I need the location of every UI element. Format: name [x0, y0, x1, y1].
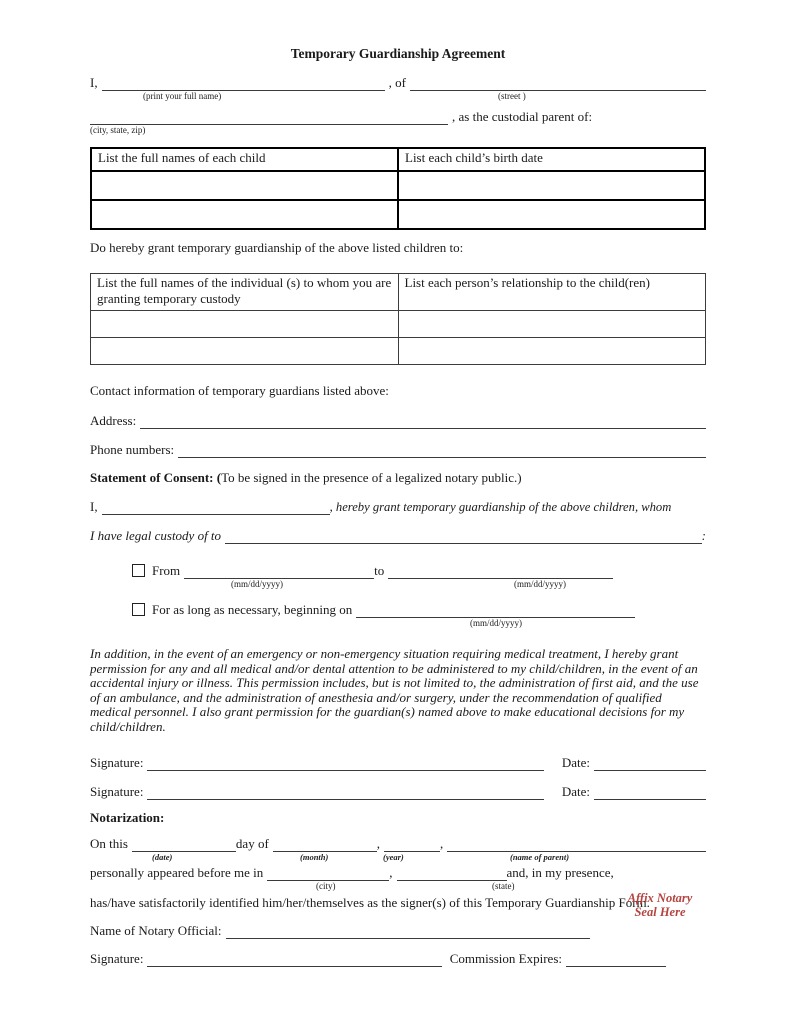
- appeared-hints: [90, 881, 706, 892]
- guardian-name-cell[interactable]: [91, 311, 399, 338]
- notarization-heading: Notarization:: [90, 809, 165, 825]
- beginning-date-field[interactable]: [356, 602, 635, 618]
- custody-text: I have legal custody of to: [90, 528, 222, 543]
- signature-label: Signature:: [90, 754, 144, 770]
- state-hint: (state): [492, 880, 515, 891]
- phone-label: Phone numbers:: [90, 442, 175, 457]
- consent-heading-bold: Statement of Consent: (: [90, 470, 222, 485]
- consent-heading: [90, 470, 706, 486]
- table-row: [91, 171, 705, 200]
- affix-line2: Seal Here: [634, 905, 686, 919]
- comma: ,: [440, 835, 444, 851]
- notary-name-label: Name of Notary Official:: [90, 922, 222, 938]
- notary-month-field[interactable]: [273, 836, 377, 852]
- guardian-name-cell[interactable]: [91, 338, 399, 365]
- notary-state-field[interactable]: [397, 865, 507, 881]
- child-name-cell[interactable]: [91, 171, 398, 200]
- as-long-as-necessary-checkbox[interactable]: [132, 603, 145, 616]
- from-label: From: [152, 563, 181, 578]
- commission-date-field[interactable]: [566, 951, 666, 967]
- city-state-zip-hint-row: [90, 125, 706, 136]
- notary-signature-field[interactable]: [147, 951, 441, 967]
- parent-name-field[interactable]: [102, 75, 385, 91]
- children-table: [90, 147, 706, 230]
- date-range-hints: [90, 579, 706, 590]
- date-field[interactable]: [594, 755, 706, 771]
- from-date-field[interactable]: [184, 563, 374, 579]
- custody-colon: :: [701, 528, 706, 543]
- children-table-header-row: [91, 148, 705, 171]
- grant-statement: Do hereby grant temporary guardianship of the above listed children to:: [90, 240, 464, 255]
- consent-grant-text: , hereby grant temporary guardianship of the above children, whom: [329, 500, 672, 514]
- signature-row: [90, 755, 706, 771]
- parent-name-street-row: [90, 75, 706, 91]
- notary-date-row: [90, 836, 706, 852]
- date-range-row: [90, 563, 706, 579]
- print-name-hint: (print your full name): [143, 91, 222, 101]
- open-ended-row: [90, 602, 706, 618]
- to-label: to: [374, 563, 385, 578]
- notary-date-hints: [90, 852, 706, 863]
- month-hint: (month): [300, 851, 329, 862]
- city-state-zip-hint: (city, state, zip): [90, 125, 146, 135]
- to-date-field[interactable]: [388, 563, 613, 579]
- city-state-zip-row: [90, 109, 706, 125]
- from-checkbox[interactable]: [132, 564, 145, 577]
- guardian-name-header: List the full names of the individual (s) to whom you are granting temporary custody: [91, 274, 399, 311]
- contact-heading: Contact information of temporary guardians listed above:: [90, 383, 389, 398]
- guardians-table-header-row: [91, 274, 706, 311]
- phone-row: [90, 442, 706, 458]
- guardian-relationship-header: List each person’s relationship to the child(ren): [398, 274, 706, 311]
- children-name-header: List the full names of each child: [91, 148, 398, 171]
- open-ended-hint-row: [90, 618, 706, 629]
- phone-field[interactable]: [178, 442, 706, 458]
- city-hint: (city): [316, 880, 336, 891]
- city-state-zip-field[interactable]: [90, 109, 448, 125]
- consent-heading-rest: To be signed in the presence of a legalized notary public.): [221, 470, 522, 485]
- signature-field[interactable]: [147, 755, 543, 771]
- consent-grantor-row: [90, 499, 706, 515]
- commission-label: Commission Expires:: [449, 950, 562, 966]
- child-birthdate-cell[interactable]: [398, 200, 705, 229]
- signature-row: [90, 784, 706, 800]
- appeared-label: personally appeared before me in: [90, 864, 264, 880]
- year-hint: (year): [383, 851, 404, 862]
- date-hint: (date): [152, 851, 173, 862]
- guardians-table: [90, 273, 706, 365]
- on-this-label: On this: [90, 835, 128, 851]
- comma: ,: [376, 835, 381, 851]
- date-label: Date:: [561, 783, 590, 799]
- street-field[interactable]: [410, 75, 706, 91]
- appeared-row: [90, 865, 706, 881]
- parent-name-hint: (name of parent): [510, 851, 570, 862]
- custodial-parent-label: , as the custodial parent of:: [452, 109, 593, 124]
- notary-signature-row: [90, 951, 706, 967]
- signature-label: Signature:: [90, 783, 144, 799]
- child-name-cell[interactable]: [91, 200, 398, 229]
- name-street-hints: [90, 91, 706, 102]
- address-row: [90, 413, 706, 429]
- custody-of-row: [90, 528, 706, 544]
- comma: ,: [389, 864, 393, 880]
- address-field[interactable]: [140, 413, 706, 429]
- notary-year-field[interactable]: [384, 836, 440, 852]
- table-row: [91, 311, 706, 338]
- grantee-names-field[interactable]: [225, 528, 702, 544]
- from-date-hint: (mm/dd/yyyy): [231, 579, 283, 589]
- beginning-date-hint: (mm/dd/yyyy): [470, 618, 522, 628]
- presence-label: and, in my presence,: [506, 864, 614, 880]
- date-label: Date:: [561, 754, 590, 770]
- i-label: I,: [90, 75, 98, 90]
- children-birthdate-header: List each child’s birth date: [398, 148, 705, 171]
- affix-notary-seal-note: [620, 891, 700, 919]
- to-date-hint: (mm/dd/yyyy): [514, 579, 566, 589]
- guardian-relationship-cell[interactable]: [398, 338, 706, 365]
- of-label: , of: [388, 75, 406, 90]
- as-long-label: For as long as necessary, beginning on: [152, 602, 353, 617]
- address-label: Address:: [90, 413, 137, 428]
- street-hint: (street ): [498, 91, 526, 101]
- notary-name-field[interactable]: [226, 923, 590, 939]
- day-of-label: day of: [235, 835, 269, 851]
- guardian-relationship-cell[interactable]: [398, 311, 706, 338]
- identified-statement: has/have satisfactorily identified him/her/themselves as the signer(s) of this Temporary Guardianship Form.: [90, 894, 650, 910]
- child-birthdate-cell[interactable]: [398, 171, 705, 200]
- signature-field[interactable]: [147, 784, 543, 800]
- signature-label: Signature:: [90, 950, 144, 966]
- notary-city-field[interactable]: [267, 865, 389, 881]
- medical-permission-paragraph: In addition, in the event of an emergency or non-emergency situation requiring medical treatment, I hereby grant permission for any and all medical and/or dental attention to be administered to my child/children, in the event of an accidental injury or illness. This permission includes, but is not limited to, the administration of first aid, and the use of an ambulance, and the administration of anesthesia and/or surgery, under the recommendation of qualified medical personnel. I also grant permission for the guardian(s) named above to make educational decisions for my child/children.: [90, 646, 699, 734]
- parent-name-notary-field[interactable]: [447, 836, 706, 852]
- notary-day-field[interactable]: [132, 836, 236, 852]
- affix-line1: Affix Notary: [627, 891, 693, 905]
- consent-i-label: I,: [90, 499, 98, 514]
- table-row: [91, 338, 706, 365]
- date-field[interactable]: [594, 784, 706, 800]
- page-title: Temporary Guardianship Agreement: [290, 46, 506, 61]
- table-row: [91, 200, 705, 229]
- grantor-name-field[interactable]: [102, 499, 330, 515]
- notary-name-row: [90, 923, 706, 939]
